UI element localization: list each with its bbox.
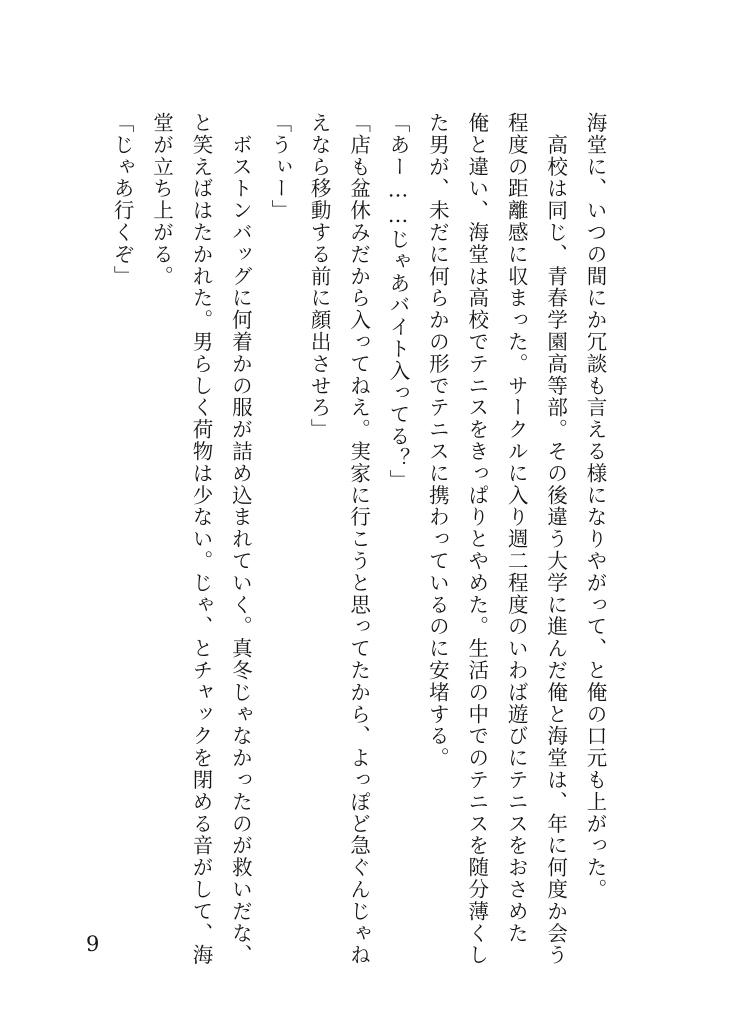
dialogue-line: 「店も盆休みだから入ってねえ。実家に行こうと思ってたから、よっぽど急ぐんじゃね	[346, 112, 371, 967]
text-line: 海堂に、いつの間にか冗談も言える様になりやがって、と俺の口元も上がった。	[583, 112, 607, 901]
vertical-text-body	[102, 112, 614, 967]
text-line: 俺と違い、海堂は高校でテニスをきっぱりとやめた。生活の中でのテニスを随分薄くし	[464, 112, 489, 967]
dialogue-line: 「あー……じゃあバイト入ってる？」	[385, 112, 410, 492]
dialogue-line: 「じゃあ行くぞ」	[110, 112, 135, 288]
dialogue-line: 「うぃー」	[267, 112, 292, 222]
text-line: 堂が立ち上がる。	[149, 112, 174, 288]
page-number: 9	[86, 932, 100, 956]
text-line: 高校は同じ、青春学園高等部。その後違う大学に進んだ俺と海堂は、年に何度か会う	[543, 112, 568, 967]
text-line: 程度の距離感に収まった。サークルに入り週二程度のいわば遊びにテニスをおさめた	[504, 112, 529, 945]
text-line: た男が、未だに何らかの形でテニスに携わっているのに安堵する。	[425, 112, 450, 769]
text-line: ボストンバッグに何着かの服が詰め込まれていく。真冬じゃなかったのが救いだな、	[228, 112, 253, 967]
dialogue-line: えなら移動する前に顔出させろ」	[307, 112, 332, 441]
text-line: と笑えばはたかれた。男らしく荷物は少ない。じゃ、とチャックを閉める音がして、海	[188, 112, 213, 967]
